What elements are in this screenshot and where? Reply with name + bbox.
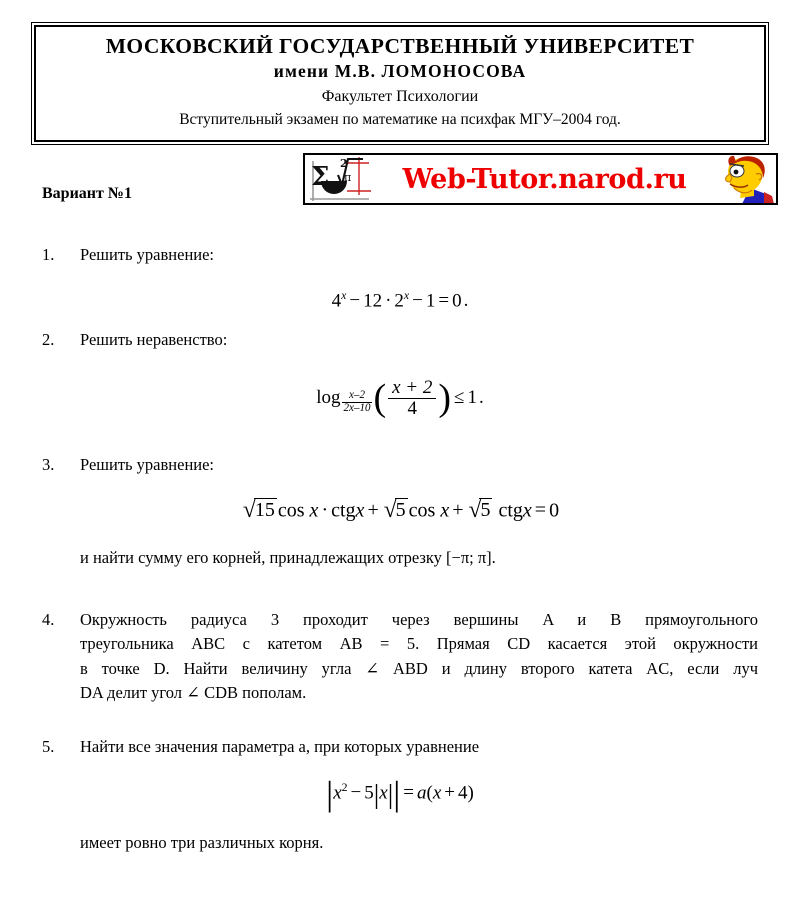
- faculty-name: Факультет Психологии: [321, 88, 479, 106]
- problem-3-text: Решить уравнение:: [80, 455, 215, 474]
- eq2-base-numerator: x–2: [349, 389, 365, 402]
- eq3-radical-3: [467, 497, 493, 524]
- eq2-log: log: [316, 386, 341, 408]
- problem-1-text: Решить уравнение:: [80, 245, 215, 264]
- eq3-radical-2: [382, 497, 408, 524]
- problem-3: [42, 453, 758, 571]
- eq5-five: 5: [364, 782, 374, 804]
- eq3-plus-1: +: [367, 499, 379, 522]
- problem-1: [42, 243, 758, 312]
- eq3-dot: ·: [321, 499, 329, 522]
- eq5-x-3: x: [432, 782, 442, 804]
- eq5-inner-bar-left: |: [373, 777, 380, 809]
- eq1-coef: 12: [363, 290, 383, 312]
- site-banner[interactable]: [303, 153, 778, 205]
- problem-1-equation: [42, 289, 758, 312]
- eq3-radicand-2: 5: [395, 499, 406, 522]
- eq5-x-2: x: [379, 782, 388, 804]
- eq5-minus: −: [350, 782, 362, 804]
- eq3-x-2: x: [355, 499, 365, 522]
- eq2-period: .: [478, 386, 484, 408]
- eq3-radicand-1: 15: [254, 499, 275, 522]
- problem-4-line-1: Окружность радиуса 3 проходит через вершины A и B прямоугольного: [80, 610, 758, 629]
- eq5-paren-close: ): [467, 782, 474, 804]
- problem-4-line-3: в точке D. Найти величину угла ∠ ABD и длину второго катета AC, если луч: [80, 658, 758, 678]
- problem-5: [42, 735, 758, 855]
- eq5-paren-open: (: [426, 782, 433, 804]
- problem-2-equation: [42, 378, 758, 419]
- eq3-cos-1: cos: [277, 499, 305, 522]
- eq3-x-1: x: [309, 499, 319, 522]
- eq2-paren-close: ): [438, 376, 452, 419]
- eq1-exp1: x: [341, 288, 347, 302]
- eq3-zero: 0: [549, 499, 560, 522]
- eq3-radical-sign-1: √: [242, 496, 256, 523]
- eq3-radicand-3: 5: [480, 499, 491, 522]
- banner-site-title[interactable]: Web-Tutor.narod.ru: [402, 163, 687, 195]
- problem-2: [42, 328, 758, 419]
- problem-4: [42, 608, 758, 706]
- problem-2-head: [42, 328, 758, 352]
- eq1-base2: 2: [394, 290, 404, 312]
- eq5-plus: +: [444, 782, 455, 804]
- eq3-cos-2: cos: [408, 499, 436, 522]
- eq2-paren-open: (: [373, 376, 387, 419]
- eq5-x-1: x: [333, 782, 342, 804]
- eq1-minus2: −: [412, 290, 423, 312]
- eq5-parameter-a: a: [417, 782, 427, 804]
- problem-5-head: [42, 735, 758, 759]
- eq1-one: 1: [425, 290, 436, 312]
- exam-subtitle: Вступительный экзамен по математике на психфак МГУ–2004 год.: [179, 110, 621, 128]
- eq2-arg-denominator: 4: [388, 398, 436, 419]
- eq2-rhs: 1: [467, 386, 477, 408]
- eq2-arg-numerator: x + 2: [392, 376, 433, 398]
- eq2-argument-fraction: [388, 378, 436, 419]
- eq5-outer-bar-left: |: [326, 774, 334, 814]
- problem-5-text: Найти все значения параметра a, при которых уравнение: [80, 737, 480, 756]
- document-header-inner: [34, 25, 766, 142]
- document-header-box: [31, 22, 769, 145]
- eq2-base-denominator: 2x–10: [343, 401, 371, 414]
- eq3-plus-2: +: [452, 499, 464, 522]
- eq1-period: .: [463, 290, 469, 312]
- eq5-outer-bar-right: |: [393, 774, 401, 814]
- eq3-equals: =: [534, 499, 547, 522]
- problem-1-number: 1.: [42, 245, 55, 264]
- eq5-inner-bar-right: |: [387, 777, 394, 809]
- variant-label: Вариант №1: [42, 185, 132, 202]
- eq1-base1: 4: [331, 290, 342, 312]
- eq2-relation: ≤: [454, 386, 465, 408]
- problem-3-number: 3.: [42, 455, 55, 474]
- university-named-after: имени М.В. ЛОМОНОСОВА: [273, 61, 527, 82]
- eq1-minus1: −: [349, 290, 361, 312]
- problem-3-head: [42, 453, 758, 477]
- cartoon-character-icon: [714, 154, 776, 204]
- problem-2-number: 2.: [42, 330, 55, 349]
- eq1-equals: =: [438, 290, 450, 312]
- problem-4-head: [42, 608, 758, 632]
- problem-5-equation: [42, 774, 758, 814]
- problem-1-head: [42, 243, 758, 267]
- eq3-radical-sign-3: √: [468, 496, 482, 523]
- eq2-log-base: [342, 390, 373, 414]
- eq1-dot: ·: [385, 290, 392, 312]
- math-logo-icon: [307, 155, 379, 203]
- problem-3-continuation: и найти сумму его корней, принадлежащих отрезку [−π; π].: [80, 547, 496, 567]
- eq1-exp2: x: [403, 288, 410, 302]
- problem-5-continuation: имеет ровно три различных корня.: [80, 832, 324, 852]
- eq5-square: 2: [341, 780, 348, 794]
- svg-text:π: π: [344, 171, 352, 184]
- eq1-zero: 0: [452, 290, 462, 312]
- eq5-four: 4: [457, 782, 468, 804]
- eq3-radical-1: [241, 497, 277, 524]
- problem-5-number: 5.: [42, 737, 55, 756]
- problem-2-text: Решить неравенство:: [80, 330, 228, 349]
- eq3-radical-sign-2: √: [383, 496, 397, 523]
- eq3-ctg-2: ctg: [498, 499, 523, 522]
- svg-text:Σ: Σ: [311, 162, 330, 192]
- eq3-x-4: x: [522, 499, 532, 522]
- eq3-x-3: x: [440, 499, 450, 522]
- eq3-ctg-1: ctg: [331, 499, 356, 522]
- svg-text:2: 2: [340, 157, 348, 170]
- problem-3-equation: [42, 497, 758, 524]
- problem-4-number: 4.: [42, 610, 55, 629]
- problem-4-line-2: треугольника ABC с катетом AB = 5. Прямая CD касается этой окружности: [80, 633, 758, 653]
- eq5-equals: =: [403, 782, 414, 804]
- problem-4-line-4: DA делит угол ∠ CDB пополам.: [80, 683, 307, 703]
- university-name: МОСКОВСКИЙ ГОСУДАРСТВЕННЫЙ УНИВЕРСИТЕТ: [105, 34, 695, 58]
